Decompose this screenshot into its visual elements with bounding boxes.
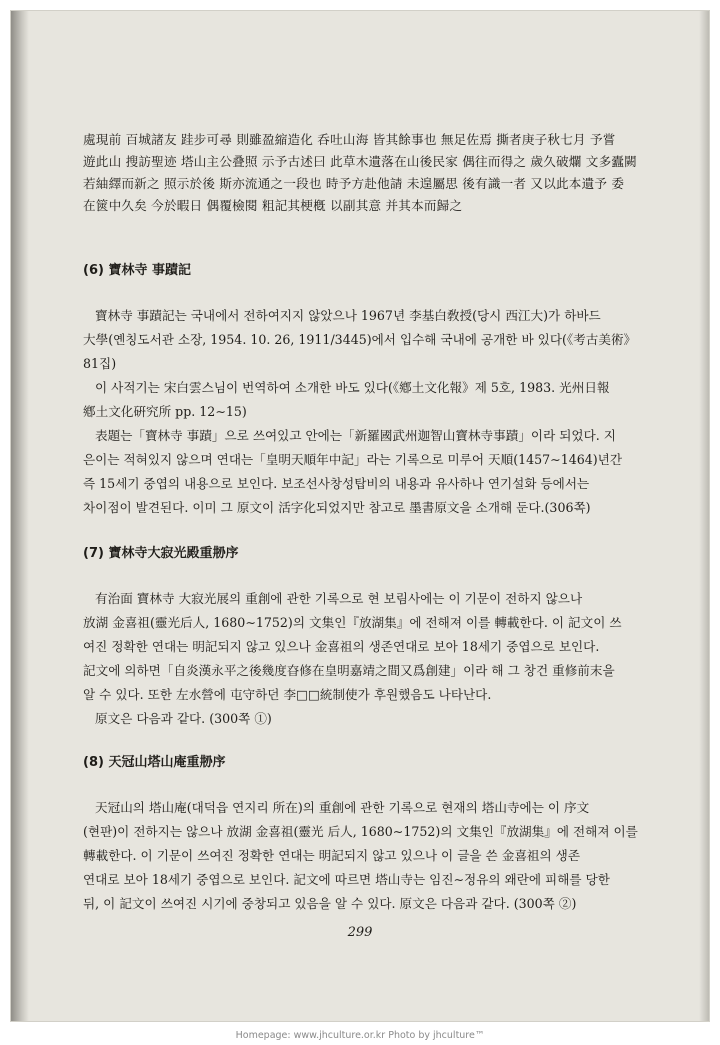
text-line: 處現前 百城諸友 跬步可尋 則雖盈縮造化 呑吐山海 皆其餘事也 無足佐焉 撕者庚子秋七月 予嘗 (83, 132, 616, 147)
page-number: 299 (347, 925, 373, 940)
page-edge-shadow (699, 11, 709, 1021)
section-heading: (8) 天冠山塔山庵重刱序 (83, 755, 226, 770)
section-heading: (6) 寶林寺 事蹟記 (83, 263, 191, 278)
section-body (83, 587, 649, 731)
photo-credit-footer: Homepage: www.jhculture.or.kr Photo by jhculture™ (235, 1030, 485, 1041)
text-line: 寶林寺 事蹟記는 국내에서 전하여지지 않았으나 1967년 李基白敎授(당시 西江大)가 하바드 (95, 308, 601, 323)
text-line: 이 사적기는 宋白雲스님이 번역하여 소개한 바도 있다(《鄕土文化報》제 5호, 1983. 光州日報 (95, 380, 610, 395)
text-line: 은이는 적혀있지 않으며 연대는「皇明天順年中記」라는 기록으로 미루어 天順(1457∼1464)년간 (83, 452, 623, 467)
classical-chinese-passage (83, 129, 649, 217)
text-line: 記文에 의하면「自炎漢永平之後幾度昚修在皇明嘉靖之間又爲創建」이라 해 그 창건 重修前末을 (83, 663, 615, 678)
text-line: 鄕土文化硏究所 pp. 12∼15) (83, 404, 247, 419)
text-line: (현판)이 전하지는 않으나 放湖 金喜祖(靈光 后人, 1680∼1752)의 文集인『放湖集』에 전해져 이를 (83, 824, 638, 839)
text-line: 天冠山의 塔山庵(대덕읍 연지리 所在)의 重創에 관한 기록으로 현재의 塔山寺에는 이 序文 (95, 800, 590, 815)
section-body (83, 304, 649, 520)
text-line: 뒤, 이 記文이 쓰여진 시기에 중창되고 있음을 알 수 있다. 原文은 다음과 같다. (300쪽 ②) (83, 896, 577, 911)
text-line: 表題는「寶林寺 事蹟」으로 쓰여있고 안에는「新羅國武州迦智山寶林寺事蹟」이라 되었다. 지 (95, 428, 616, 443)
text-line: 차이점이 발견된다. 이미 그 原文이 活字化되었지만 참고로 墨書原文을 소개해 둔다.(306쪽) (83, 500, 591, 515)
text-line: 즉 15세기 중엽의 내용으로 보인다. 보조선사창성탑비의 내용과 유사하나 연기설화 등에서는 (83, 476, 590, 491)
text-line: 在篋中久矣 今於暇日 偶覆檢閱 粗記其梗槪 以副其意 并其本而歸之 (83, 198, 463, 213)
text-line: 연대로 보아 18세기 중엽으로 보인다. 記文에 따르면 塔山寺는 임진∼정유의 왜란에 피해를 당한 (83, 872, 610, 887)
book-page (10, 10, 710, 1022)
section-heading: (7) 寶林寺大寂光殿重刱序 (83, 546, 239, 561)
text-line: 遊此山 搜訪聖迹 塔山主公叠照 示予古述曰 此草木遺落在山後民家 偶往而得之 歲久破爛 文多蠹闕 (83, 154, 637, 169)
text-line: 轉載한다. 이 기문이 쓰여진 정확한 연대는 明記되지 않고 있으나 이 글을 쓴 金喜祖의 생존 (83, 848, 581, 863)
section-body (83, 796, 649, 916)
text-line: 알 수 있다. 또한 左水營에 屯守하던 李□□統制使가 후원했음도 나타난다. (83, 687, 492, 702)
text-line: 大學(옌칭도서관 소장, 1954. 10. 26, 1911/3445)에서 입수해 국내에 공개한 바 있다(《考古美術》 (83, 332, 637, 347)
text-line: 放湖 金喜祖(靈光后人, 1680∼1752)의 文集인『放湖集』에 전해져 이를 轉載한다. 이 記文이 쓰 (83, 615, 622, 630)
text-line: 若紬繹而新之 照示於後 斯亦流通之一段也 時予方赴他請 未遑屬思 後有識一者 又以此本遺予 委 (83, 176, 625, 191)
text-line: 有治面 寶林寺 大寂光展의 重創에 관한 기록으로 현 보림사에는 이 기문이 전하지 않으나 (95, 591, 583, 606)
page-binding-shadow (11, 11, 29, 1021)
text-line: 81집) (83, 356, 117, 371)
text-line: 여진 정확한 연대는 明記되지 않고 있으나 金喜祖의 생존연대로 보아 18세기 중엽으로 보인다. (83, 639, 600, 654)
page-content (83, 129, 649, 916)
text-line: 原文은 다음과 같다. (300쪽 ①) (95, 711, 272, 726)
